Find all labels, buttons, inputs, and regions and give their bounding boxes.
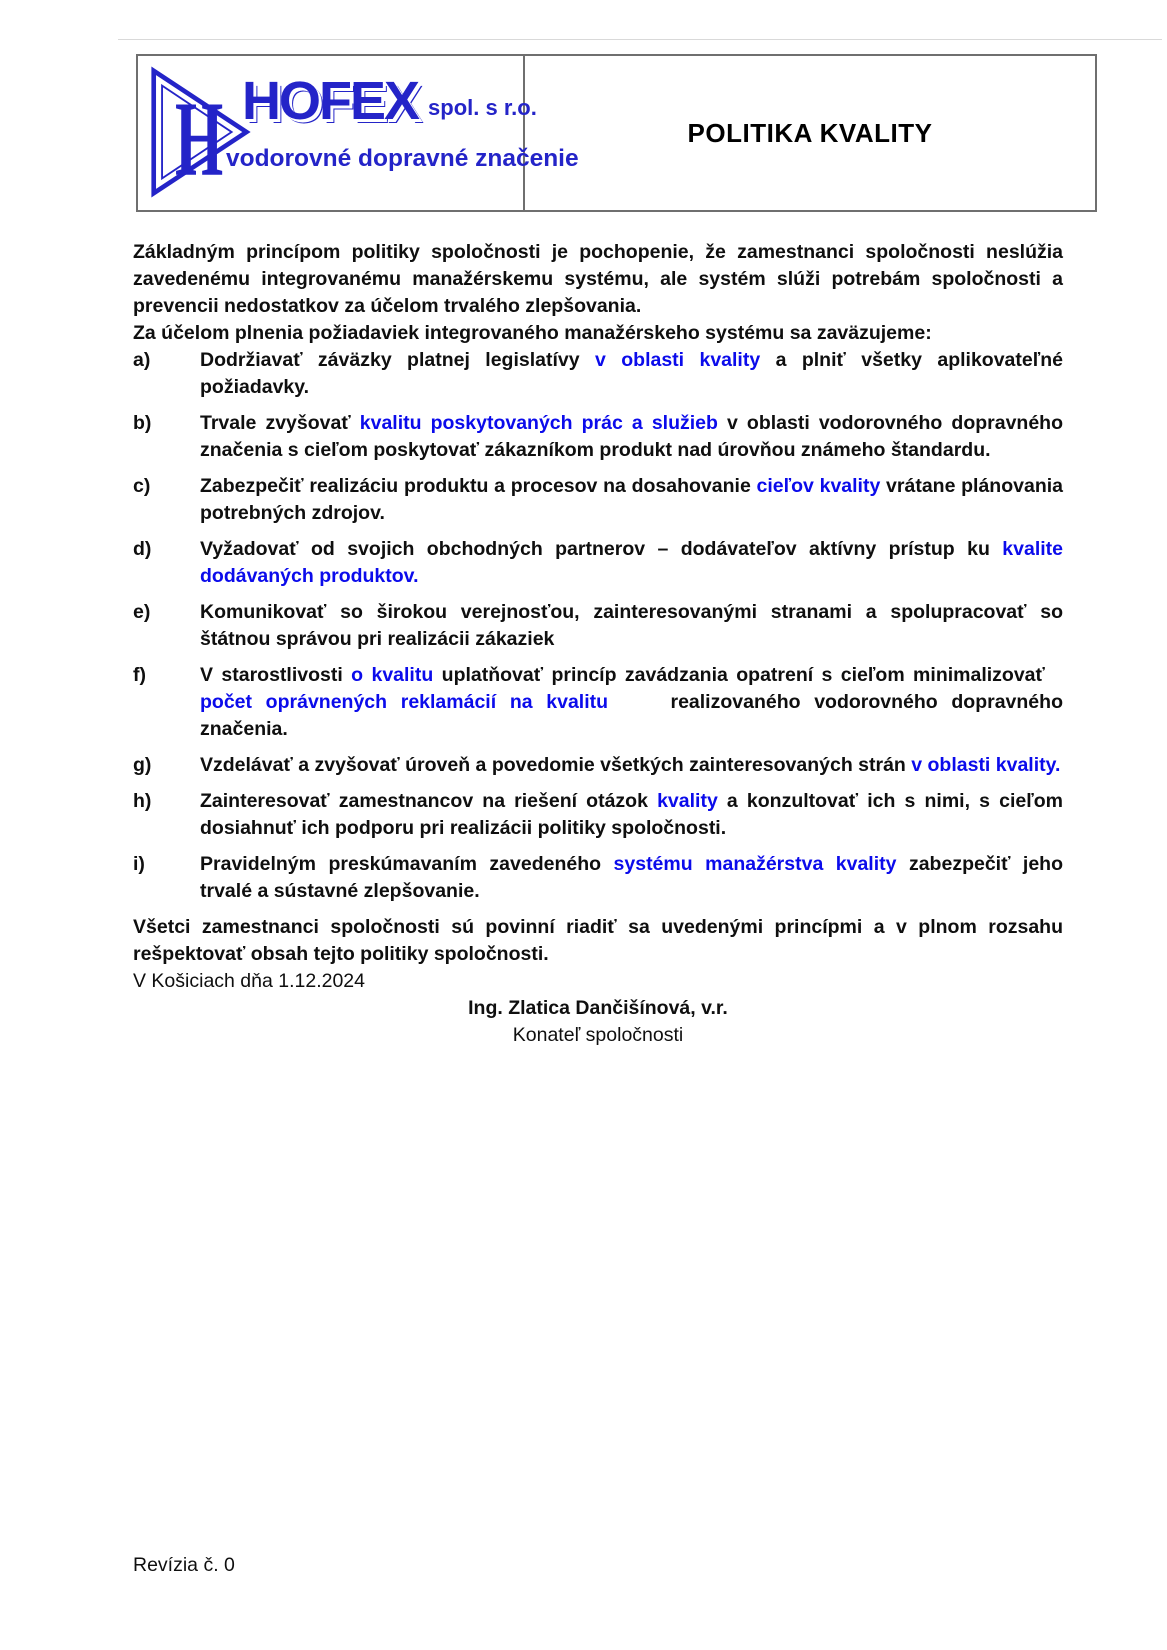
- quality-term-highlight: o kvalitu: [351, 664, 434, 686]
- policy-item-b: [133, 410, 1063, 464]
- text-segment: V starostlivosti: [200, 664, 352, 686]
- policy-list: [133, 347, 1063, 905]
- title-cell: [525, 56, 1095, 210]
- list-marker: i): [133, 853, 145, 875]
- quality-term-highlight: kvality: [657, 790, 718, 812]
- text-segment: a konzultovať ich s nimi, s cieľom dosiahnuť ich podporu pri realizácii politiky spoločnosti.: [200, 790, 1063, 839]
- document-body: [133, 239, 1063, 1049]
- policy-item-i: [133, 851, 1063, 905]
- quality-term-highlight: počet oprávnených reklamácií na kvalitu: [200, 691, 609, 713]
- text-segment: uplatňovať princíp zavádzania opatrení s cieľom minimalizovať: [433, 664, 1064, 686]
- list-marker: h): [133, 790, 152, 812]
- lead-paragraph: [133, 320, 1063, 347]
- text-segment: Všetci zamestnanci spoločnosti sú povinní riadiť sa uvedenými princípmi a v plnom rozsahu rešpektovať obsah tejto politiky spoločnosti.: [133, 916, 1063, 965]
- list-marker: d): [133, 538, 152, 560]
- quality-term-highlight: kvalitu poskytovaných prác a služieb: [359, 412, 718, 434]
- quality-term-highlight: systému manažérstva kvality: [613, 853, 897, 875]
- list-item-text: [200, 851, 1063, 905]
- policy-item-c: [133, 473, 1063, 527]
- quality-term-highlight: kvalite dodávaných produktov.: [200, 538, 1063, 587]
- revision-label: Revízia č. 0: [133, 1554, 235, 1576]
- document-title: POLITIKA KVALITY: [687, 117, 933, 148]
- place-date: V Košiciach dňa 1.12.2024: [133, 970, 366, 992]
- logo-monogram: H: [175, 79, 224, 198]
- list-marker: g): [133, 754, 152, 776]
- list-item-text: [200, 752, 1063, 779]
- list-marker: a): [133, 349, 151, 371]
- text-segment: Za účelom plnenia požiadaviek integrovaného manažérskeho systému sa zaväzujeme:: [133, 322, 932, 344]
- policy-item-a: [133, 347, 1063, 401]
- list-item-text: [200, 473, 1063, 527]
- policy-item-h: [133, 788, 1063, 842]
- list-item-text: [200, 662, 1063, 743]
- quality-term-highlight: cieľov kvality: [756, 475, 881, 497]
- list-marker: c): [133, 475, 151, 497]
- list-item-text: [200, 536, 1063, 590]
- logo-tagline: vodorovné dopravné značenie: [226, 145, 579, 172]
- text-segment: Komunikovať so širokou verejnosťou, zainteresovanými stranami a spolupracovať so štátnou správou pri realizácii zákaziek: [200, 601, 1063, 650]
- intro-paragraph: [133, 239, 1063, 320]
- text-segment: Vzdelávať a zvyšovať úroveň a povedomie všetkých zainteresovaných strán: [200, 754, 912, 776]
- closing-paragraph: [133, 914, 1063, 968]
- text-segment: Dodržiavať záväzky platnej legislatívy: [200, 349, 595, 371]
- signature-name: Ing. Zlatica Dančišínová, v.r.: [468, 997, 728, 1019]
- text-segment: Pravidelným preskúmavaním zavedeného: [200, 853, 614, 875]
- text-segment: v oblasti vodorovného dopravného značenia s cieľom poskytovať zákazníkom produkt nad úrovňou známeho štandardu.: [200, 412, 1063, 461]
- text-segment: Zainteresovať zamestnancov na riešení otázok: [200, 790, 658, 812]
- list-item-text: [200, 788, 1063, 842]
- logo-wordmark: [226, 72, 579, 174]
- list-marker: f): [133, 664, 146, 686]
- text-segment: vrátane plánovania potrebných zdrojov.: [200, 475, 1063, 524]
- policy-item-f: [133, 662, 1063, 743]
- document-header: [136, 54, 1097, 212]
- text-segment: Trvale zvyšovať: [200, 412, 360, 434]
- logo-cell: [138, 56, 579, 210]
- text-segment: Vyžadovať od svojich obchodných partnerov – dodávateľov aktívny prístup ku: [200, 538, 1003, 560]
- policy-item-d: [133, 536, 1063, 590]
- logo-brand-text: HOFEX: [242, 71, 419, 131]
- text-segment: zabezpečiť jeho trvalé a sústavné zlepšovanie.: [200, 853, 1063, 902]
- text-segment: Zabezpečiť realizáciu produktu a procesov na dosahovanie: [200, 475, 757, 497]
- policy-item-e: [133, 599, 1063, 653]
- list-marker: b): [133, 412, 152, 434]
- list-item-text: [200, 347, 1063, 401]
- text-segment: Základným princípom politiky spoločnosti je pochopenie, že zamestnanci spoločnosti neslúžia zavedenému integrovanému manažérskemu systému, ale systém slúži potrebám spoločnosti a prevencii nedostatkov za účelom trvalého zlepšovania.: [133, 241, 1063, 317]
- list-item-text: [200, 599, 1063, 653]
- list-item-text: [200, 410, 1063, 464]
- quality-term-highlight: v oblasti kvality: [595, 349, 761, 371]
- list-marker: e): [133, 601, 151, 623]
- text-segment: a plniť všetky aplikovateľné požiadavky.: [200, 349, 1064, 398]
- signature-role: Konateľ spoločnosti: [512, 1024, 684, 1046]
- logo-company-suffix: spol. s r.o.: [428, 95, 537, 120]
- logo-brand-row: [226, 72, 579, 144]
- text-segment: realizovaného vodorovného dopravného značenia.: [200, 691, 1063, 740]
- page-top-rule: [118, 39, 1162, 40]
- policy-item-g: [133, 752, 1063, 779]
- quality-term-highlight: v oblasti kvality.: [911, 754, 1061, 776]
